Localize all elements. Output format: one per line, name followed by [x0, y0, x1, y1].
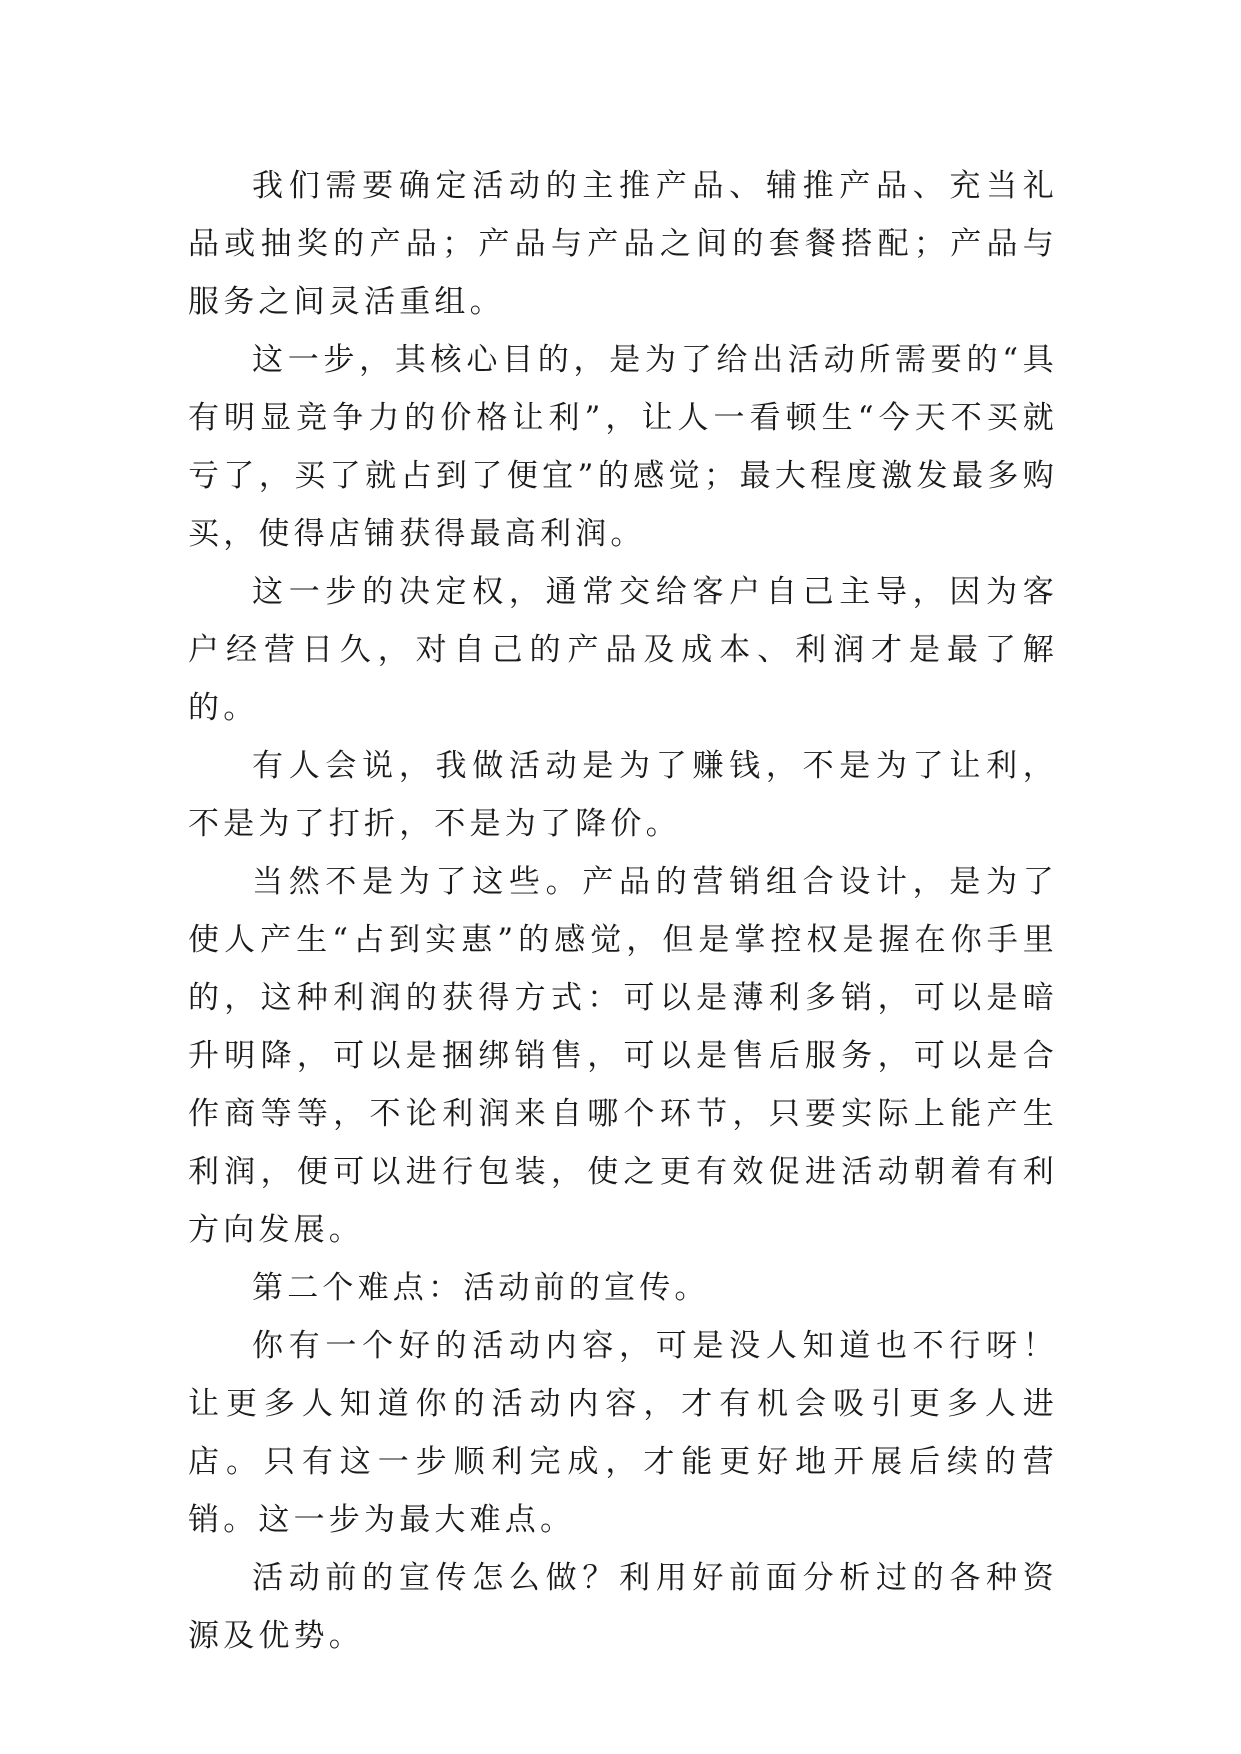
- paragraph-objection: 有人会说，我做活动是为了赚钱，不是为了让利，不是为了打折，不是为了降价。: [188, 748, 1058, 842]
- paragraph-promotion: 你有一个好的活动内容，可是没人知道也不行呀！让更多人知道你的活动内容，才有机会吸引更多人进店。只有这一步顺利完成，才能更好地开展后续的营销。这一步为最大难点。: [188, 1328, 1058, 1538]
- paragraph-how-to-promote: 活动前的宣传怎么做？利用好前面分析过的各种资源及优势。: [188, 1560, 1058, 1654]
- paragraph-price-concession: 这一步，其核心目的，是为了给出活动所需要的“具有明显竞争力的价格让利”，让人一看顿生“今天不买就亏了，买了就占到了便宜”的感觉；最大程度激发最多购买，使得店铺获得最高利润。: [188, 342, 1058, 552]
- body-text: [188, 157, 1058, 1665]
- paragraph-marketing-mix: 当然不是为了这些。产品的营销组合设计，是为了使人产生“占到实惠”的感觉，但是掌控权是握在你手里的，这种利润的获得方式：可以是薄利多销，可以是暗升明降，可以是捆绑销售，可以是售后服务，可以是合作商等等，不论利润来自哪个环节，只要实际上能产生利润，便可以进行包装，使之更有效促进活动朝着有利方向发展。: [188, 864, 1058, 1248]
- paragraph-core-products: 我们需要确定活动的主推产品、辅推产品、充当礼品或抽奖的产品；产品与产品之间的套餐搭配；产品与服务之间灵活重组。: [188, 168, 1058, 320]
- paragraph-second-difficulty-heading: 第二个难点：活动前的宣传。: [252, 1270, 710, 1306]
- paragraph-decision-rights: 这一步的决定权，通常交给客户自己主导，因为客户经营日久，对自己的产品及成本、利润才是最了解的。: [188, 574, 1058, 726]
